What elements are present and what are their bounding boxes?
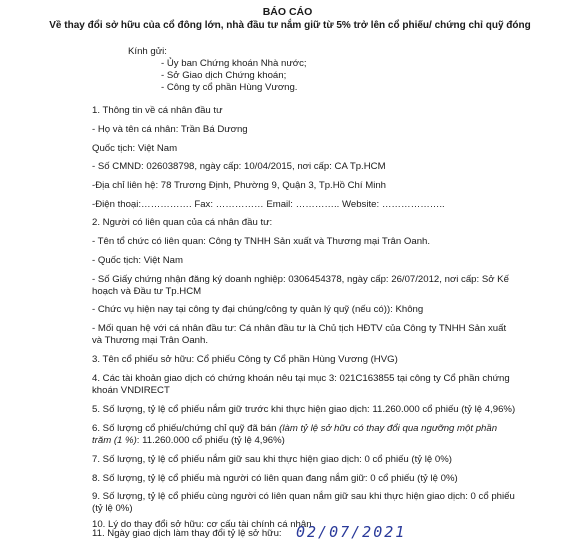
item-9-cont: (tỷ lệ 0%) (92, 503, 133, 514)
report-subtitle: Về thay đổi sở hữu của cổ đông lớn, nhà đầu tư nắm giữ từ 5% trở lên cổ phiếu/ chứng chỉ quỹ đóng (49, 20, 531, 31)
recipient-item: - Sở Giao dịch Chứng khoán; (161, 70, 287, 81)
investor-contact: -Điện thoại:……………. Fax: …………… Email: ………….. Website: ……………….. (92, 199, 445, 210)
section1-heading: 1. Thông tin về cá nhân đầu tư (92, 105, 223, 116)
recipients-label: Kính gửi: (128, 46, 167, 57)
section2-heading: 2. Người có liên quan của cá nhân đầu tư: (92, 217, 273, 228)
item-9: 9. Số lượng, tỷ lệ cổ phiếu cùng người có liên quan nắm giữ sau khi thực hiện giao dịch: 0 cổ phiếu (92, 491, 515, 502)
recipient-item: - Ủy ban Chứng khoán Nhà nước; (161, 58, 307, 69)
related-relation-cont: và Thương mại Trân Oanh. (92, 335, 208, 346)
item-6-value: : 11.260.000 cổ phiếu (tỷ lệ 4,96%) (136, 435, 285, 446)
investor-name: - Họ và tên cá nhân: Trần Bá Dương (92, 124, 248, 135)
item-10: 10. Lý do thay đổi sở hữu: cơ cấu tài chính cá nhân. (92, 519, 315, 530)
item-7: 7. Số lượng, tỷ lệ cổ phiếu nắm giữ sau khi thực hiện giao dịch: 0 cổ phiếu (tỷ lệ 0%) (92, 454, 452, 465)
item-6-note-cont: trăm (1 %) (92, 435, 137, 446)
related-nationality: - Quốc tịch: Việt Nam (92, 255, 183, 266)
item-6-cont (92, 435, 285, 447)
investor-address: -Địa chỉ liên hệ: 78 Trương Định, Phường 9, Quận 3, Tp.Hồ Chí Minh (92, 180, 387, 191)
item-11: 11. Ngày giao dịch làm thay đổi tỷ lệ sở hữu: (92, 528, 282, 539)
item-8: 8. Số lượng, tỷ lệ cổ phiếu mà người có liên quan đang nắm giữ: 0 cổ phiếu (tỷ lệ 0%) (92, 473, 458, 484)
item-5: 5. Số lượng, tỷ lệ cổ phiếu nắm giữ trước khi thực hiện giao dịch: 11.260.000 cổ phiếu (tỷ lệ 4,96%) (92, 404, 516, 415)
item-6-note: (làm tỷ lệ sở hữu có thay đổi qua ngưỡng một phần (279, 423, 498, 434)
item-6 (92, 423, 497, 435)
related-org: - Tên tổ chức có liên quan: Công ty TNHH Sản xuất và Thương mại Trân Oanh. (92, 236, 431, 247)
item-4: 4. Các tài khoản giao dịch có chứng khoán nêu tại mục 3: 021C163855 tại công ty Cổ phần chứng (92, 373, 510, 384)
related-relation: - Mối quan hệ với cá nhân đầu tư: Cá nhân đầu tư là Chủ tịch HĐTV của Công ty TNHH Sản xuất (92, 323, 507, 334)
related-license-cont: hoạch và Đầu tư Tp.HCM (92, 286, 202, 297)
related-license: - Số Giấy chứng nhận đăng ký doanh nghiệp: 0306454378, ngày cấp: 26/07/2012, nơi cấp: Sở Kế (92, 274, 509, 285)
related-position: - Chức vụ hiện nay tại công ty đại chúng/công ty quản lý quỹ (nếu có)): Không (92, 304, 424, 315)
report-title: BÁO CÁO (262, 6, 313, 18)
item-4-cont: khoán VNDIRECT (92, 385, 170, 396)
handwritten-date: 02/07/2021 (296, 523, 407, 541)
recipient-item: - Công ty cổ phần Hùng Vương. (161, 82, 298, 93)
investor-nationality: Quốc tịch: Việt Nam (92, 143, 178, 154)
investor-id: - Số CMND: 026038798, ngày cấp: 10/04/2015, nơi cấp: CA Tp.HCM (92, 161, 386, 172)
item-6-text: 6. Số lượng cổ phiếu/chứng chỉ quỹ đã bán (92, 423, 280, 434)
item-3: 3. Tên cổ phiếu sở hữu: Cổ phiếu Công ty Cổ phần Hùng Vương (HVG) (92, 354, 398, 365)
